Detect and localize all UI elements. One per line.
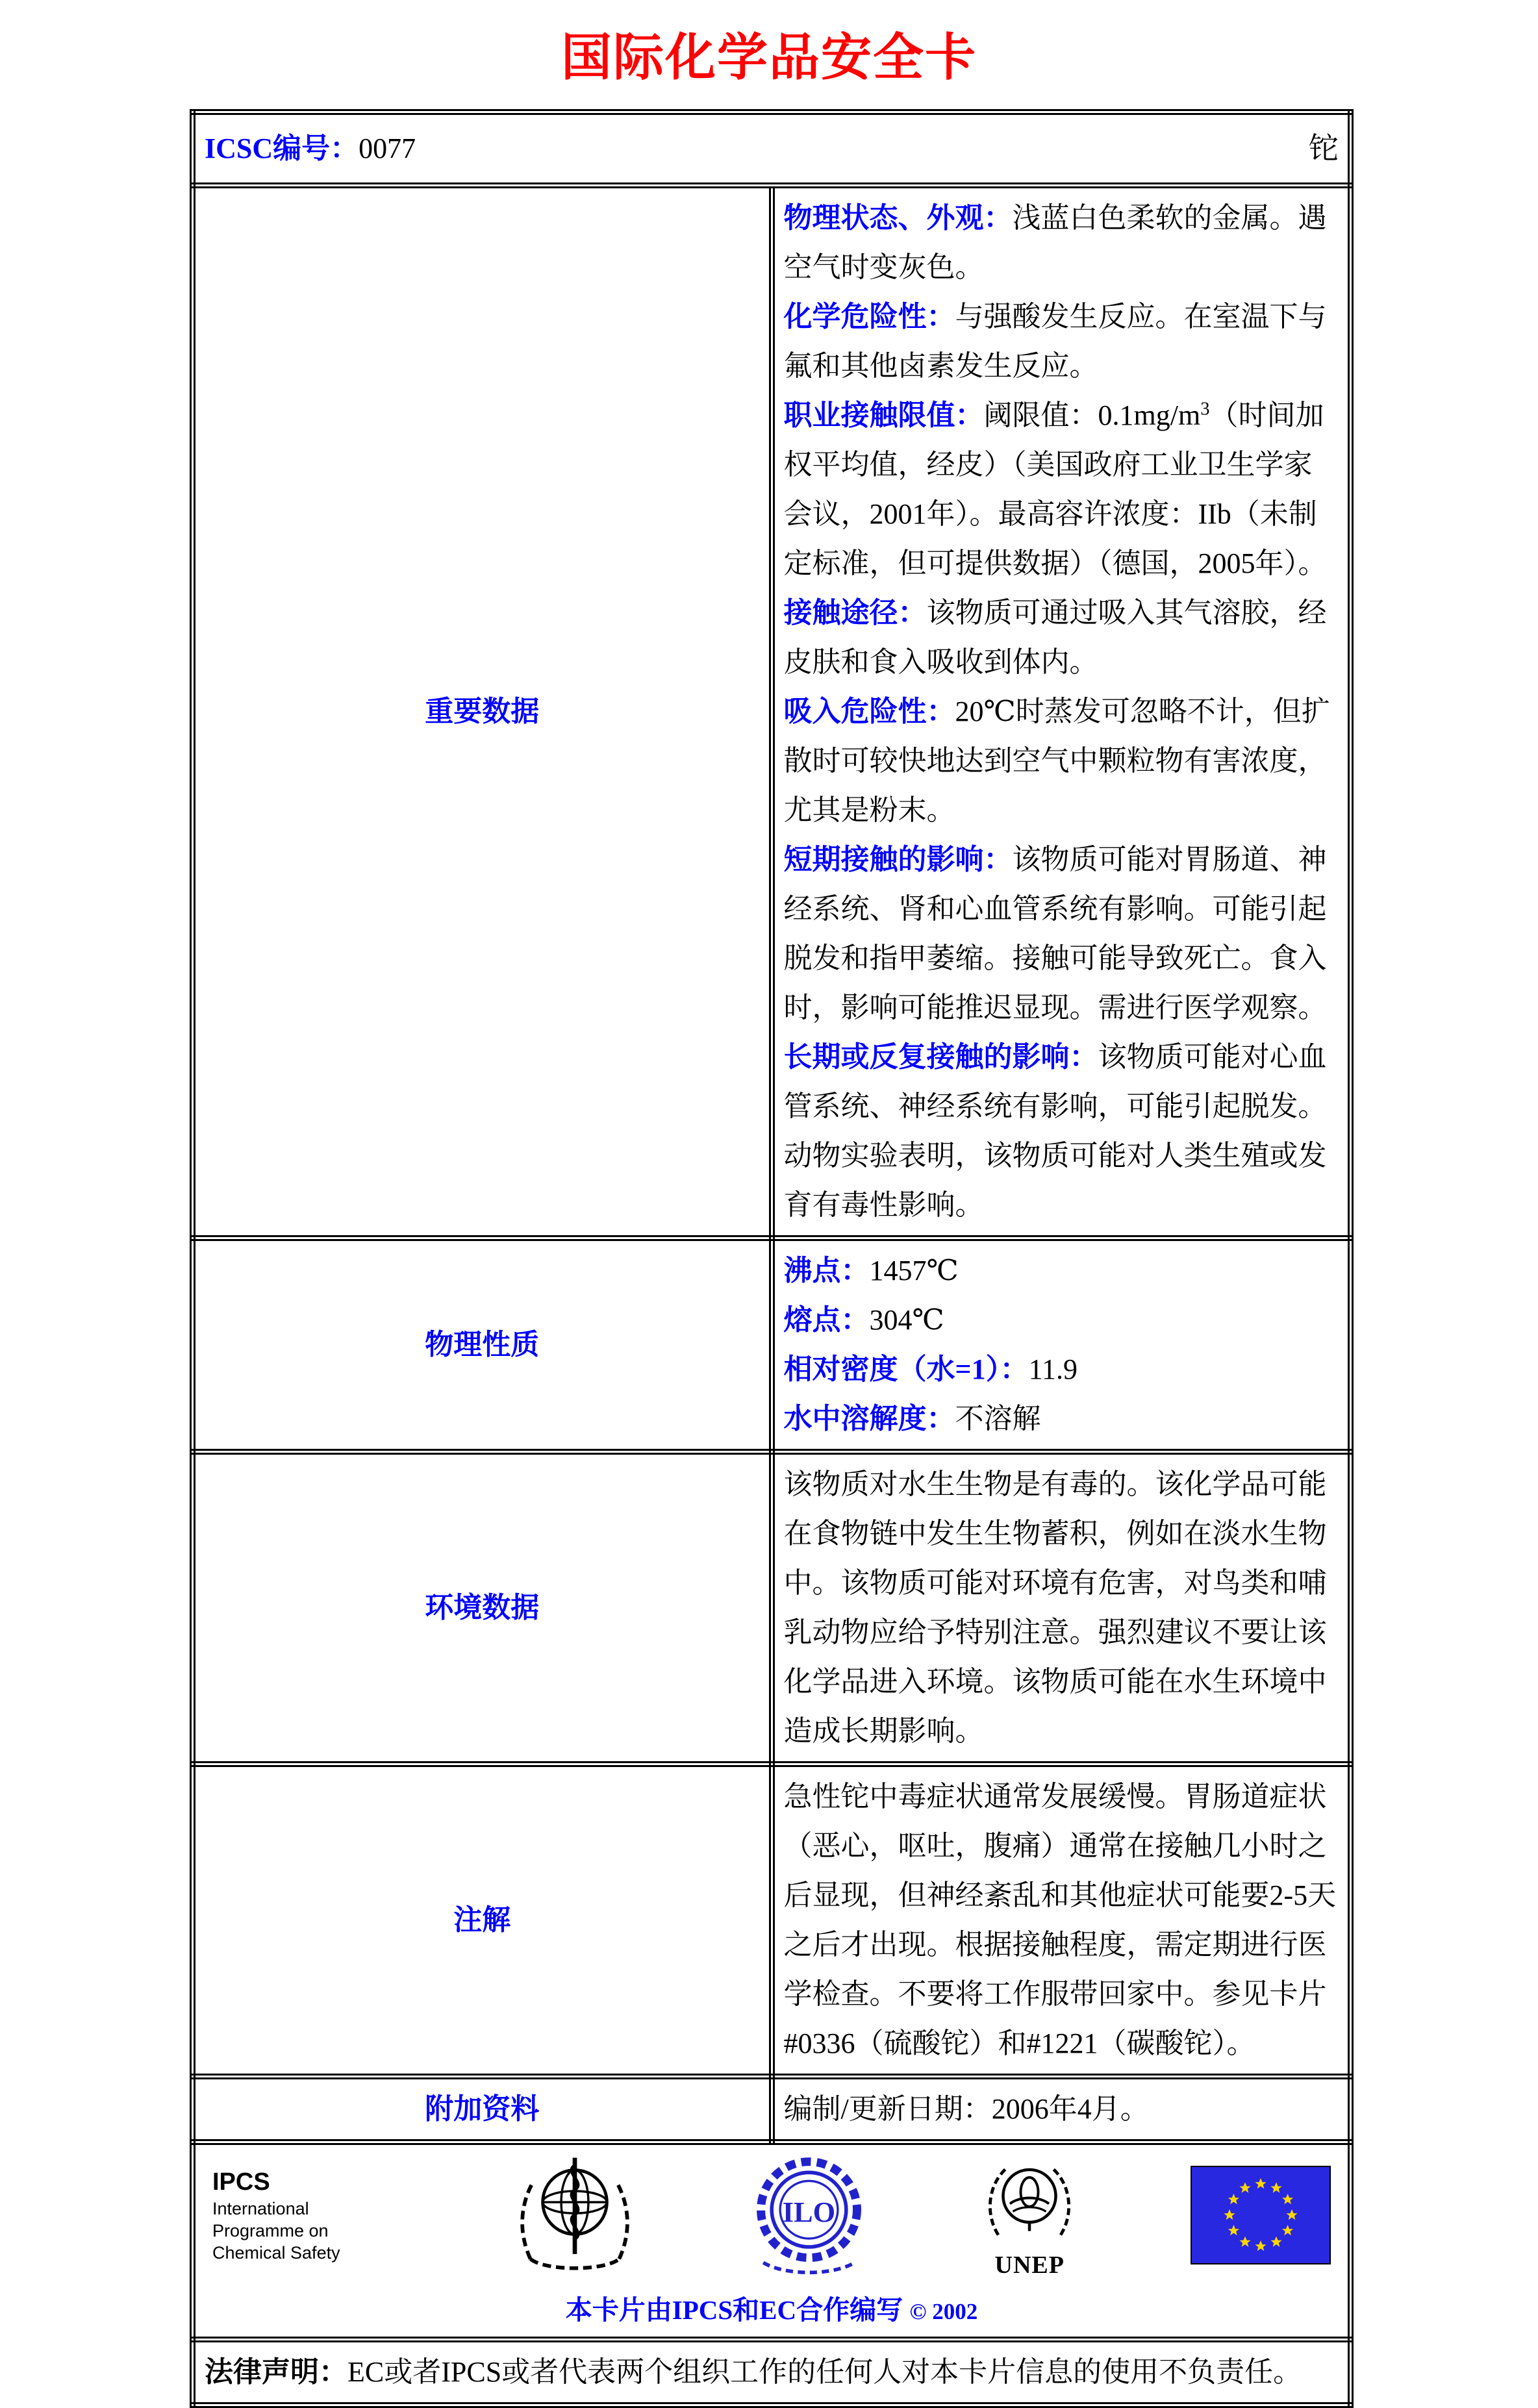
ipcs-line: Chemical Safety	[212, 2243, 340, 2263]
table-row	[193, 186, 1351, 1238]
field-label: 物理状态、外观：	[783, 202, 1013, 234]
safety-card-table	[190, 109, 1354, 2408]
ilo-letters: ILO	[782, 2196, 835, 2229]
copyright-year: © 2002	[909, 2299, 978, 2324]
field-label: 职业接触限值：	[783, 399, 984, 431]
field-label: 相对密度（水=1）：	[783, 1353, 1029, 1385]
section-label-additional-info: 附加资料	[193, 2077, 772, 2142]
section-label-notes: 注解	[193, 1764, 772, 2077]
section-label-physical-properties: 物理性质	[193, 1238, 772, 1452]
field-label: 水中溶解度：	[783, 1403, 955, 1435]
paragraph: 职业接触限值：阈限值：$0.1mg/m^3$（时间加权平均值，经皮）（美国政府工业卫生学家会议，2001年）。最高容许浓度：IIb（未制定标准，但可提供数据）（德国，2005年）。	[783, 399, 1327, 579]
ilo-logo	[749, 2150, 869, 2280]
field-label: 长期或反复接触的影响：	[783, 1041, 1098, 1073]
paragraph: 相对密度（水=1）：11.9	[783, 1353, 1078, 1385]
legal-text: EC或者IPCS或者代表两个组织工作的任何人对本卡片信息的使用不负责任。	[347, 2356, 1302, 2388]
field-label: 接触途径：	[783, 597, 927, 629]
paragraph: 物理状态、外观：浅蓝白色柔软的金属。遇空气时变灰色。	[783, 202, 1327, 283]
chemical-name: 铊	[1309, 132, 1339, 165]
section-content-physical-properties	[772, 1238, 1351, 1452]
eu-flag-icon	[1191, 2166, 1331, 2264]
icsc-number-value: 0077	[359, 132, 416, 164]
paragraph: 化学危险性：与强酸发生反应。在室温下与氟和其他卤素发生反应。	[783, 301, 1327, 382]
ipcs-title: IPCS	[212, 2168, 270, 2196]
field-label: 化学危险性：	[783, 301, 955, 332]
logos-footer-cell	[193, 2142, 1351, 2340]
table-row	[193, 1452, 1351, 1764]
section-content-environmental-data	[772, 1452, 1351, 1764]
paragraph: 长期或反复接触的影响：该物质可能对心血管系统、神经系统有影响，可能引起脱发。动物实验表明，该物质可能对人类生殖或发育有毒性影响。	[783, 1041, 1327, 1221]
table-row	[193, 2077, 1351, 2142]
field-label: 熔点：	[783, 1304, 870, 1336]
paragraph: 水中溶解度：不溶解	[783, 1403, 1041, 1435]
unep-logo	[981, 2153, 1078, 2277]
unep-emblem-icon	[981, 2153, 1078, 2257]
unep-wordmark: UNEP	[994, 2251, 1065, 2279]
paragraph: 接触途径：该物质可通过吸入其气溶胶，经皮肤和食入吸收到体内。	[783, 597, 1327, 678]
icsc-header-row	[205, 120, 1339, 177]
field-label: 沸点：	[783, 1255, 870, 1286]
paragraph: 短期接触的影响：该物质可能对胃肠道、神经系统、肾和心血管系统有影响。可能引起脱发和指甲萎缩。接触可能导致死亡。食入时，影响可能推迟显现。需进行医学观察。	[783, 844, 1327, 1023]
paragraph: 编制/更新日期：2006年4月。	[783, 2093, 1149, 2125]
section-content-notes	[772, 1764, 1351, 2077]
legal-disclaimer-cell	[193, 2340, 1351, 2405]
icsc-document-page	[0, 17, 1538, 2388]
copyright-text: 本卡片由IPCS和EC合作编写	[565, 2295, 903, 2325]
who-logo	[513, 2150, 637, 2280]
legal-label: 法律声明：	[205, 2356, 347, 2388]
table-row	[193, 112, 1351, 186]
section-label-important-data: 重要数据	[193, 186, 772, 1238]
page-title: 国际化学品安全卡	[561, 29, 977, 86]
table-row	[193, 1764, 1351, 2077]
logos-row	[205, 2150, 1339, 2280]
icsc-number-group	[205, 124, 416, 173]
table-row	[193, 2340, 1351, 2405]
paragraph: 该物质对水生生物是有毒的。该化学品可能在食物链中发生生物蓄积，例如在淡水生物中。该物质可能对环境有危害，对鸟类和哺乳动物应给予特别注意。强烈建议不要让该化学品进入环境。该物质可能在水生环境中造成长期影响。	[783, 1468, 1327, 1747]
paragraph: 熔点：304℃	[783, 1304, 944, 1336]
ipcs-line: Programme on	[212, 2221, 329, 2240]
ilo-emblem-icon	[749, 2150, 869, 2280]
paragraph: 吸入危险性：20℃时蒸发可忽略不计，但扩散时可较快地达到空气中颗粒物有害浓度，尤其是粉末。	[783, 696, 1330, 826]
ipcs-line: International	[212, 2199, 309, 2218]
table-row	[193, 2142, 1351, 2340]
icsc-number-label: ICSC编号：	[205, 132, 359, 164]
section-label-environmental-data: 环境数据	[193, 1452, 772, 1764]
who-emblem-icon	[513, 2150, 637, 2280]
section-content-additional-info	[772, 2077, 1351, 2142]
paragraph: 沸点：1457℃	[783, 1255, 959, 1286]
field-label: 短期接触的影响：	[783, 844, 1013, 875]
copyright-line	[205, 2294, 1339, 2327]
paragraph: 急性铊中毒症状通常发展缓慢。胃肠道症状（恶心，呕吐，腹痛）通常在接触几小时之后显现，但神经紊乱和其他症状可能要2-5天之后才出现。根据接触程度，需定期进行医学检查。不要将工作服带回家中。参见卡片#0336（硫酸铊）和#1221（碳酸铊）。	[783, 1781, 1337, 2059]
table-row	[193, 1238, 1351, 1452]
field-label: 吸入危险性：	[783, 696, 955, 727]
eu-flag	[1191, 2166, 1331, 2264]
ipcs-text-block	[212, 2166, 401, 2264]
section-content-important-data	[772, 186, 1351, 1238]
